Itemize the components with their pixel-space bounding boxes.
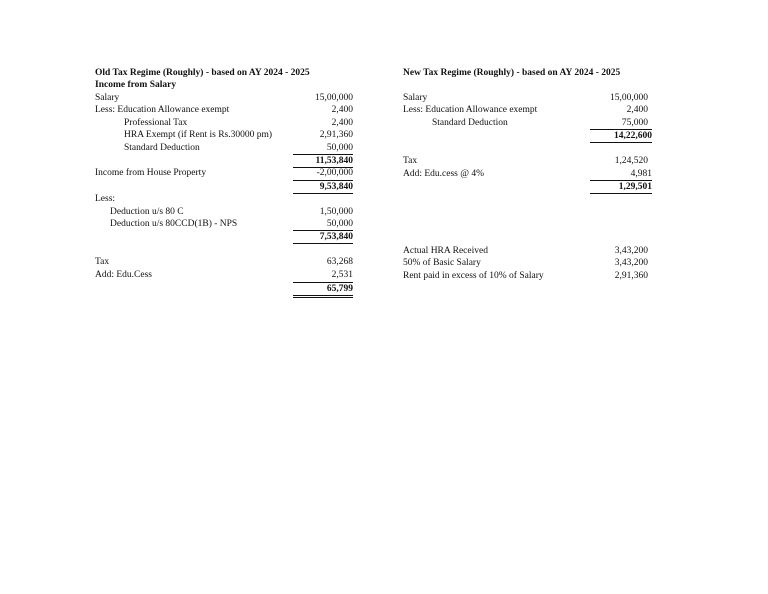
new-tax-value: 1,24,520: [614, 156, 648, 166]
new-edu-allowance-label: Less: Education Allowance exempt: [403, 105, 538, 115]
old-regime-title: Old Tax Regime (Roughly) - based on AY 2024 - 2025: [95, 68, 310, 78]
deduction-nps-value: 50,000: [326, 219, 353, 229]
old-standard-deduction-value: 50,000: [326, 143, 353, 153]
new-cess-label: Add: Edu.cess @ 4%: [403, 169, 485, 179]
old-total: 65,799: [293, 282, 353, 298]
hra-actual-label: Actual HRA Received: [403, 246, 488, 256]
old-edu-allowance-value: 2,400: [331, 105, 353, 115]
hra-basic-value: 3,43,200: [614, 258, 648, 268]
deduction-80c-label: Deduction u/s 80 C: [110, 207, 184, 217]
old-salary-label: Salary: [95, 93, 120, 103]
house-property-label: Income from House Property: [95, 168, 207, 178]
new-salary-label: Salary: [403, 93, 428, 103]
new-standard-deduction-label: Standard Deduction: [432, 118, 508, 128]
old-tax-value: 63,268: [326, 257, 353, 267]
old-hra-exempt-value: 2,91,360: [319, 130, 353, 140]
old-edu-allowance-label: Less: Education Allowance exempt: [95, 105, 230, 115]
hra-rent-excess-label: Rent paid in excess of 10% of Salary: [403, 271, 544, 281]
old-cess-value: 2,531: [331, 270, 353, 280]
new-total: 1,29,501: [590, 181, 652, 194]
income-salary-heading: Income from Salary: [95, 80, 177, 90]
old-subtotal-3: 7,53,840: [293, 230, 353, 244]
less-label: Less:: [95, 194, 116, 204]
new-subtotal-1: 14,22,600: [590, 129, 652, 143]
old-salary-value: 15,00,000: [315, 93, 353, 103]
old-tax-label: Tax: [95, 257, 110, 267]
old-professional-tax-label: Professional Tax: [124, 118, 188, 128]
new-salary-value: 15,00,000: [610, 93, 648, 103]
old-hra-exempt-label: HRA Exempt (if Rent is Rs.30000 pm): [124, 130, 273, 140]
hra-actual-value: 3,43,200: [614, 246, 648, 256]
new-tax-label: Tax: [403, 156, 418, 166]
old-subtotal-1: 11,53,840: [293, 154, 353, 168]
new-cess-value: 4,981: [590, 168, 652, 181]
hra-basic-label: 50% of Basic Salary: [403, 258, 481, 268]
hra-rent-excess-value: 2,91,360: [614, 271, 648, 281]
old-standard-deduction-label: Standard Deduction: [124, 143, 200, 153]
house-property-value: -2,00,000: [316, 168, 353, 178]
old-cess-label: Add: Edu.Cess: [95, 270, 152, 280]
old-professional-tax-value: 2,400: [331, 118, 353, 128]
new-edu-allowance-value: 2,400: [626, 105, 648, 115]
old-subtotal-2: 9,53,840: [293, 180, 353, 194]
new-standard-deduction-value: 75,000: [621, 118, 648, 128]
new-regime-title: New Tax Regime (Roughly) - based on AY 2024 - 2025: [403, 68, 621, 78]
deduction-nps-label: Deduction u/s 80CCD(1B) - NPS: [110, 219, 238, 229]
deduction-80c-value: 1,50,000: [319, 207, 353, 217]
